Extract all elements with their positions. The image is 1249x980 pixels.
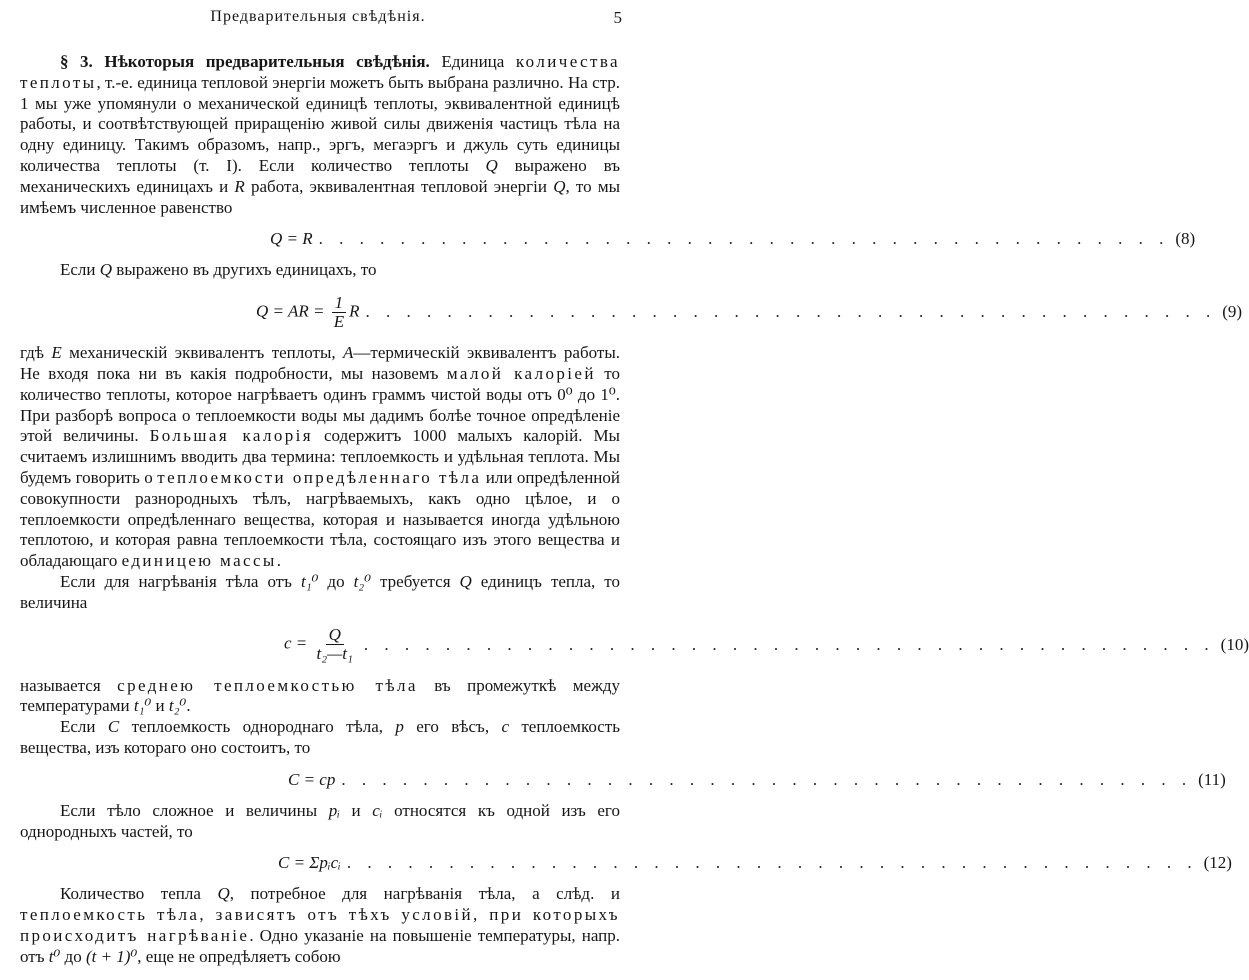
paragraph-composite: Если тѣло сложное и величины pᵢ и cᵢ относятся къ одной изъ его однородныхъ частей, то (20, 800, 620, 841)
leader-dots: . . . . . . . . . . . . . . . . . . . . . . . . . . . . . . . . . . . . . . . . . . (318, 229, 1170, 249)
running-header (0, 8, 636, 32)
equation-11-number: (11) (1198, 769, 1226, 789)
equation-11 (20, 759, 1226, 801)
term-unit-mass: единицею массы (121, 551, 277, 571)
equation-12 (20, 842, 1232, 884)
equation-8-number: (8) (1175, 229, 1196, 249)
term-large-calorie: Большая калорія (149, 426, 314, 446)
equation-11-formula: C = cp (288, 769, 336, 789)
fraction-Q-over-dt: $\frac{Q}{\text{t₂—t₁}}$ (316, 625, 353, 664)
leader-dots: . . . . . . . . . . . . . . . . . . . . . . . . . . . . . . . . . . . . . . . . . . (346, 853, 1198, 873)
paragraph-other-units: Если Q выражено въ другихъ единицахъ, то (60, 260, 377, 280)
equation-9-formula: Q = AR = $\frac{1}{E}$ R (256, 292, 360, 331)
term-mean-heat-capacity: среднею теплоемкостью тѣла (117, 675, 418, 695)
equation-10 (20, 614, 1249, 676)
leader-dots: . . . . . . . . . . . . . . . . . . . . . . . . . . . . . . . . . . . . . . . . . . (363, 634, 1215, 654)
running-title: Предварительныя свѣдѣнія. (210, 8, 426, 25)
paragraph-calorie: гдѣ E механическій эквивалентъ теплоты, A—термическій эквивалентъ работы. Не входя пока ни въ какія подробности, мы назовемъ малой калоріей то количество теплоты, которое нагрѣваетъ одинъ граммъ чистой воды отъ 0⁰ до 1⁰. При разборѣ вопроса о теплоемкости воды мы дадимъ болѣе точное опредѣленіе этой величины. Большая калорія содержитъ 1000 малыхъ калорій. Мы считаемъ излишнимъ вводить два термина: теплоемкость и удѣльная теплота. Мы будемъ говорить о теплоемкости опредѣленнаго тѣла или опредѣленной совокупности разнородныхъ тѣлъ, нагрѣваемыхъ, какъ одно цѣлое, и о теплоемкости опредѣленнаго вещества, которая и называется иногда удѣльною теплотою, и которая равна теплоемкости тѣла, состоящаго изъ этого вещества и обладающаго единицею массы. (20, 343, 620, 571)
paragraph-mean-capacity: называется среднею теплоемкостью тѣла въ промежуткѣ между температурами t₁⁰ и t₂⁰. (20, 675, 620, 716)
equation-12-formula: C = Σpᵢcᵢ (278, 853, 341, 873)
equation-9-number: (9) (1222, 302, 1243, 322)
equation-10-number: (10) (1220, 634, 1249, 654)
equation-10-formula: c = $\frac{Q}{\text{t₂—t₁}}$ (284, 626, 358, 663)
equation-12-number: (12) (1203, 853, 1232, 873)
main-text (20, 52, 1249, 968)
equation-9 (20, 281, 1243, 343)
term-heat-capacity-of-body: теплоемкости опредѣленнаго тѣла (157, 467, 482, 487)
paragraph-homogeneous: Если C теплоемкость однороднаго тѣла, p его вѣсъ, c теплоемкость вещества, изъ котораго оно состоитъ, то (20, 717, 620, 757)
term-conditions: теплоемкость тѣла, зависятъ отъ тѣхъ условій, при которыхъ происходитъ нагрѣваніе (20, 905, 620, 945)
page-number: 5 (613, 8, 622, 27)
paragraph-conditions: Количество тепла Q, потребное для нагрѣванія тѣла, а слѣд. и теплоемкость тѣла, зависятъ отъ тѣхъ условій, при которыхъ происходитъ нагрѣваніе. Одно указаніе на повышеніе температуры, напр. отъ t⁰ до (t + 1)⁰, еще не опредѣляетъ собою (20, 884, 620, 966)
section-heading: § 3. Нѣкоторыя предварительныя свѣдѣнія. (60, 52, 430, 71)
paragraph-section-3: § 3. Нѣкоторыя предварительныя свѣдѣнія. Единица количества теплоты, т.-е. единица тепловой энергіи можетъ быть выбрана различно. На стр. 1 мы уже упомянули о механической единицѣ теплоты, эквивалентной единицѣ работы, и соотвѣтствующей приращенію живой силы движенія частицъ тѣла на одну единицу. Такимъ образомъ, напр., эргъ, мегаэргъ и джуль суть единицы количества теплоты (т. I). Если количество теплоты Q выражено въ механическихъ единицахъ и R работа, эквивалентная тепловой энергіи Q, то мы имѣемъ численное равенство (20, 52, 620, 217)
term-small-calorie: малой калоріей (446, 363, 596, 383)
term-quantity-of-heat: количества теплоты (20, 52, 620, 92)
leader-dots: . . . . . . . . . . . . . . . . . . . . . . . . . . . . . . . . . . . . . . . . . . (365, 302, 1217, 322)
fraction-1-over-E: $\frac{1}{E}$ (331, 294, 347, 331)
equation-8-formula: Q = R (270, 229, 313, 249)
paragraph-heating: Если для нагрѣванія тѣла отъ t₁⁰ до t₂⁰ требуется Q единицъ тепла, то величина (20, 571, 620, 612)
leader-dots: . . . . . . . . . . . . . . . . . . . . . . . . . . . . . . . . . . . . . . . . . . (341, 769, 1193, 789)
equation-8 (20, 218, 1196, 260)
